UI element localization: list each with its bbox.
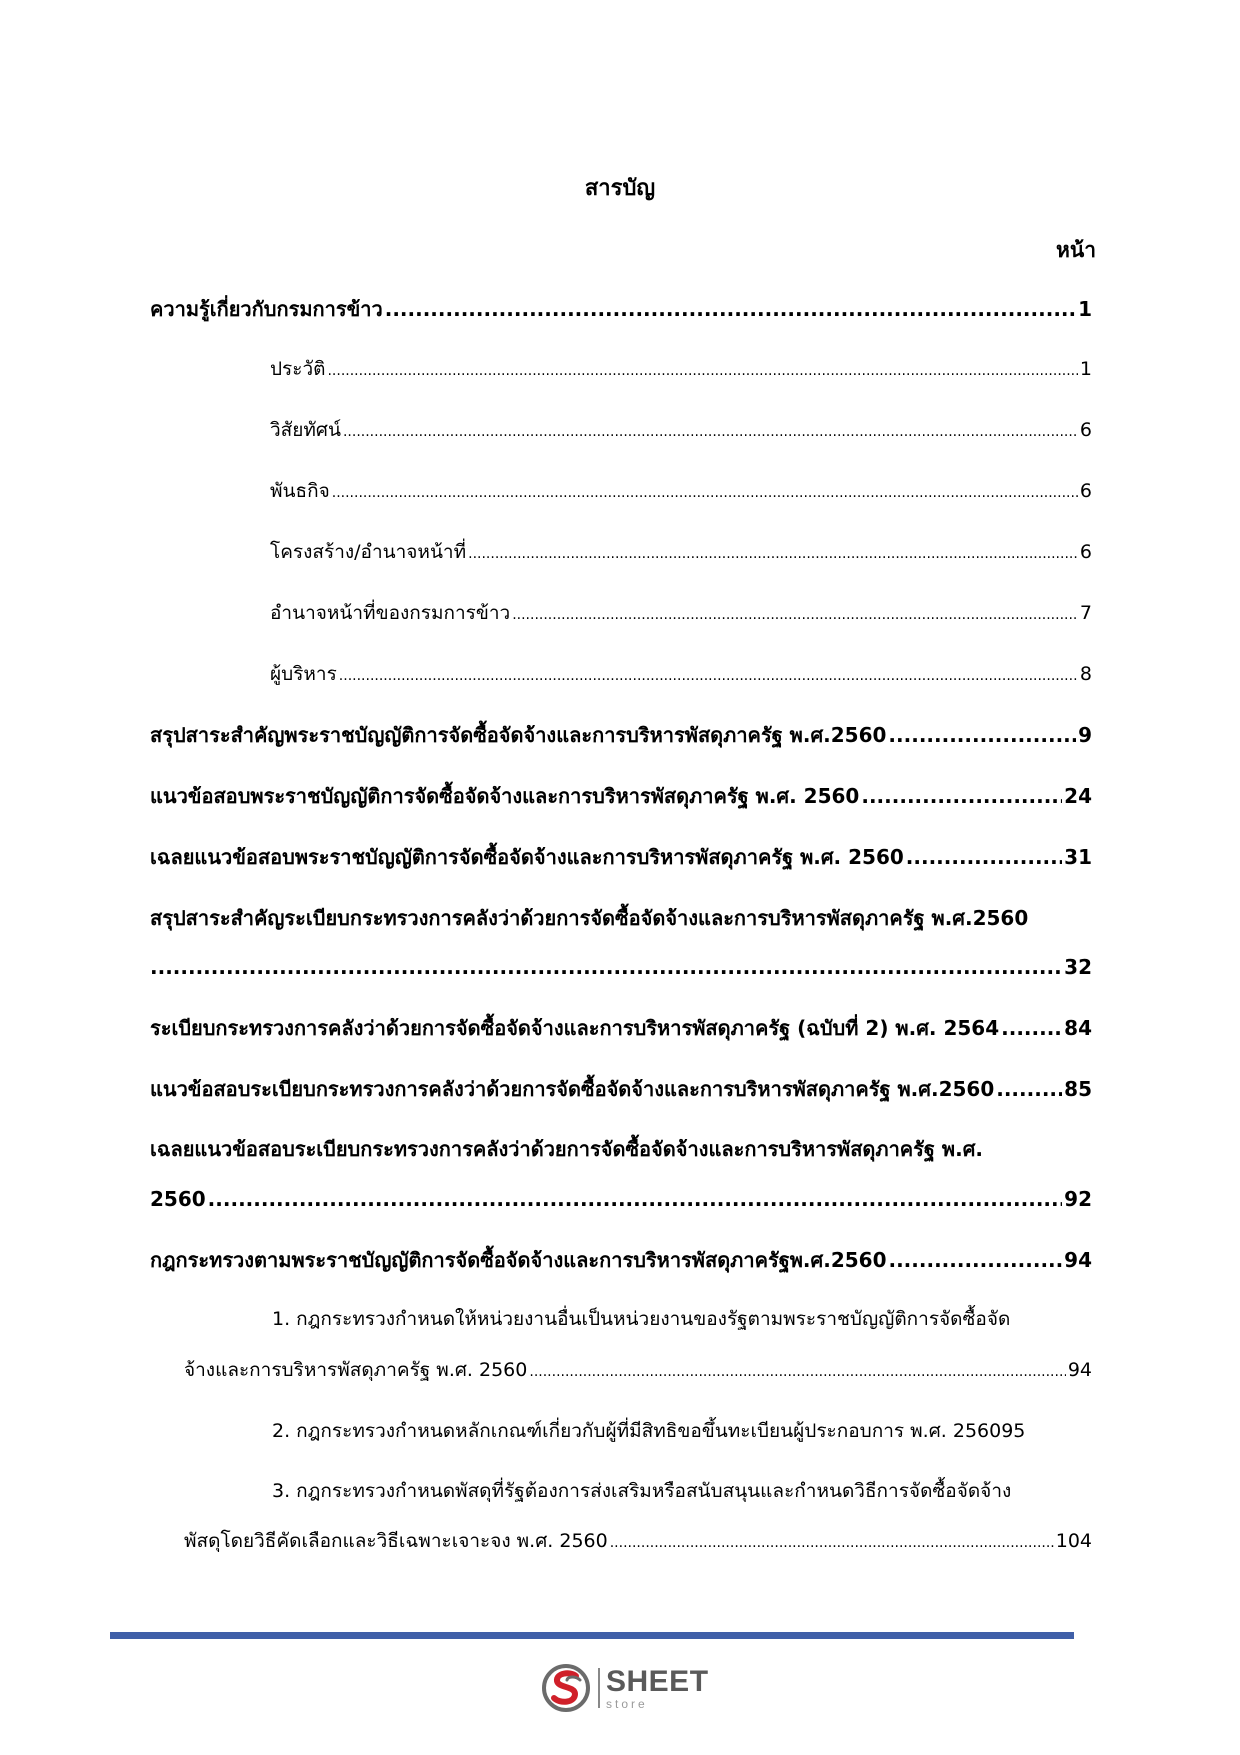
toc-entry-page: 6 <box>1079 419 1092 441</box>
toc-entry-text: สรุปสาระสำคัญพระราชบัญญัติการจัดซื้อจัดจ้างและการบริหารพัสดุภาครัฐ พ.ศ.2560 <box>150 723 887 747</box>
leader-dots <box>150 950 1062 984</box>
toc-entry-text: 2560 <box>150 1187 206 1211</box>
toc-entry[interactable] <box>150 718 1092 752</box>
toc-entry-page: 9 <box>1078 723 1092 747</box>
toc-entry-page: 84 <box>1064 1016 1092 1040</box>
leader-dots <box>327 352 1077 388</box>
logo-word: SHEET <box>606 1664 709 1698</box>
page-column-label: หน้า <box>1056 238 1096 262</box>
toc-entry[interactable] <box>270 474 1092 508</box>
toc-entry[interactable] <box>150 1072 1092 1106</box>
toc-entry-text: เฉลยแนวข้อสอบพระราชบัญญัติการจัดซื้อจัดจ้างและการบริหารพัสดุภาครัฐ พ.ศ. 2560 <box>150 845 904 869</box>
leader-dots <box>332 474 1078 510</box>
footer-rule <box>110 1632 1074 1639</box>
toc-entry-text: ความรู้เกี่ยวกับกรมการข้าว <box>150 297 383 321</box>
leader-dots <box>861 779 1062 813</box>
toc-entry[interactable] <box>184 1353 1092 1387</box>
toc-entry-text[interactable]: สรุปสาระสำคัญระเบียบกระทรวงการคลังว่าด้วยการจัดซื้อจัดจ้างและการบริหารพัสดุภาครัฐ พ.ศ.2560 <box>150 906 1029 930</box>
toc-entry[interactable] <box>150 1011 1092 1045</box>
toc-entry-text: โครงสร้าง/อำนาจหน้าที่ <box>270 541 467 563</box>
toc-entry-text: แนวข้อสอบระเบียบกระทรวงการคลังว่าด้วยการจัดซื้อจัดจ้างและการบริหารพัสดุภาครัฐ พ.ศ.2560 <box>150 1077 995 1101</box>
toc-entry[interactable] <box>270 657 1092 691</box>
toc-entry-page: 6 <box>1079 541 1092 563</box>
toc-entry-text: วิสัยทัศน์ <box>270 419 341 441</box>
toc-entry-page: 104 <box>1055 1530 1092 1552</box>
sheet-store-s-icon <box>540 1662 594 1714</box>
toc-entry[interactable] <box>184 1524 1092 1558</box>
leader-dots <box>906 840 1062 874</box>
toc-entry[interactable] <box>150 779 1092 813</box>
toc-entry[interactable] <box>150 1182 1092 1216</box>
toc-entry-text[interactable]: เฉลยแนวข้อสอบระเบียบกระทรวงการคลังว่าด้วยการจัดซื้อจัดจ้างและการบริหารพัสดุภาครัฐ พ.ศ. <box>150 1137 983 1161</box>
toc-entry-page: 24 <box>1064 784 1092 808</box>
toc-entry[interactable] <box>270 413 1092 447</box>
toc-entry-text: ระเบียบกระทรวงการคลังว่าด้วยการจัดซื้อจัดจ้างและการบริหารพัสดุภาครัฐ (ฉบับที่ 2) พ.ศ. 2564 <box>150 1016 1000 1040</box>
toc-entry[interactable] <box>272 1414 1092 1448</box>
toc-entry-page: 31 <box>1064 845 1092 869</box>
leader-dots <box>343 413 1078 449</box>
leader-dots <box>529 1353 1065 1389</box>
leader-dots <box>996 1072 1062 1106</box>
toc-entry-text[interactable]: 1. กฎกระทรวงกำหนดให้หน่วยงานอื่นเป็นหน่วยงานของรัฐตามพระราชบัญญัติการจัดซื้อจัด <box>272 1308 1011 1330</box>
logo-text <box>606 1664 709 1711</box>
logo-divider <box>598 1668 600 1708</box>
toc-entry-text: กฎกระทรวงตามพระราชบัญญัติการจัดซื้อจัดจ้างและการบริหารพัสดุภาครัฐพ.ศ.2560 <box>150 1248 887 1272</box>
toc-entry-page: 94 <box>1064 1248 1092 1272</box>
leader-dots <box>385 292 1076 326</box>
toc-entry[interactable] <box>270 352 1092 386</box>
toc-entry-page: 1 <box>1078 297 1092 321</box>
leader-dots <box>208 1182 1062 1216</box>
toc-entry-page: 1 <box>1079 358 1092 380</box>
toc-entry-text: จ้างและการบริหารพัสดุภาครัฐ พ.ศ. 2560 <box>184 1359 528 1381</box>
toc-entry-page: 95 <box>1001 1420 1026 1442</box>
toc-entry-text: แนวข้อสอบพระราชบัญญัติการจัดซื้อจัดจ้างและการบริหารพัสดุภาครัฐ พ.ศ. 2560 <box>150 784 860 808</box>
toc-entry-page: 94 <box>1067 1359 1092 1381</box>
sheet-store-logo <box>540 1660 710 1716</box>
toc-entry-text: อำนาจหน้าที่ของกรมการข้าว <box>270 602 511 624</box>
leader-dots <box>1001 1011 1062 1045</box>
leader-dots <box>468 535 1078 571</box>
leader-dots <box>610 1524 1054 1560</box>
leader-dots <box>888 718 1076 752</box>
toc-entry[interactable] <box>270 535 1092 569</box>
toc-entry-page: 8 <box>1079 663 1092 685</box>
toc-entry[interactable] <box>270 596 1092 630</box>
toc-entry-page: 7 <box>1079 602 1092 624</box>
toc-entry-text: ผู้บริหาร <box>270 663 337 685</box>
toc-entry-page: 6 <box>1079 480 1092 502</box>
toc-title: สารบัญ <box>584 176 656 201</box>
toc-entry[interactable] <box>150 1243 1092 1277</box>
leader-dots <box>339 657 1078 693</box>
toc-entry-text: 2. กฎกระทรวงกำหนดหลักเกณฑ์เกี่ยวกับผู้ที่มีสิทธิขอขึ้นทะเบียนผู้ประกอบการ พ.ศ. 2560 <box>272 1420 1002 1442</box>
leader-dots <box>512 596 1078 632</box>
logo-subword: store <box>606 1696 648 1711</box>
toc-entry[interactable] <box>150 840 1092 874</box>
leader-dots <box>888 1243 1062 1277</box>
toc-entry-text: พัสดุโดยวิธีคัดเลือกและวิธีเฉพาะเจาะจง พ.ศ. 2560 <box>184 1530 608 1552</box>
toc-entry-page: 92 <box>1064 1187 1092 1211</box>
toc-entry[interactable] <box>150 950 1092 984</box>
toc-entry-page: 32 <box>1064 955 1092 979</box>
toc-entry-text: พันธกิจ <box>270 480 330 502</box>
toc-entry-text: ประวัติ <box>270 358 326 380</box>
toc-entry-page: 85 <box>1064 1077 1092 1101</box>
toc-entry[interactable] <box>150 292 1092 326</box>
toc-entry-text[interactable]: 3. กฎกระทรวงกำหนดพัสดุที่รัฐต้องการส่งเสริมหรือสนับสนุนและกำหนดวิธีการจัดซื้อจัดจ้าง <box>272 1480 1012 1502</box>
